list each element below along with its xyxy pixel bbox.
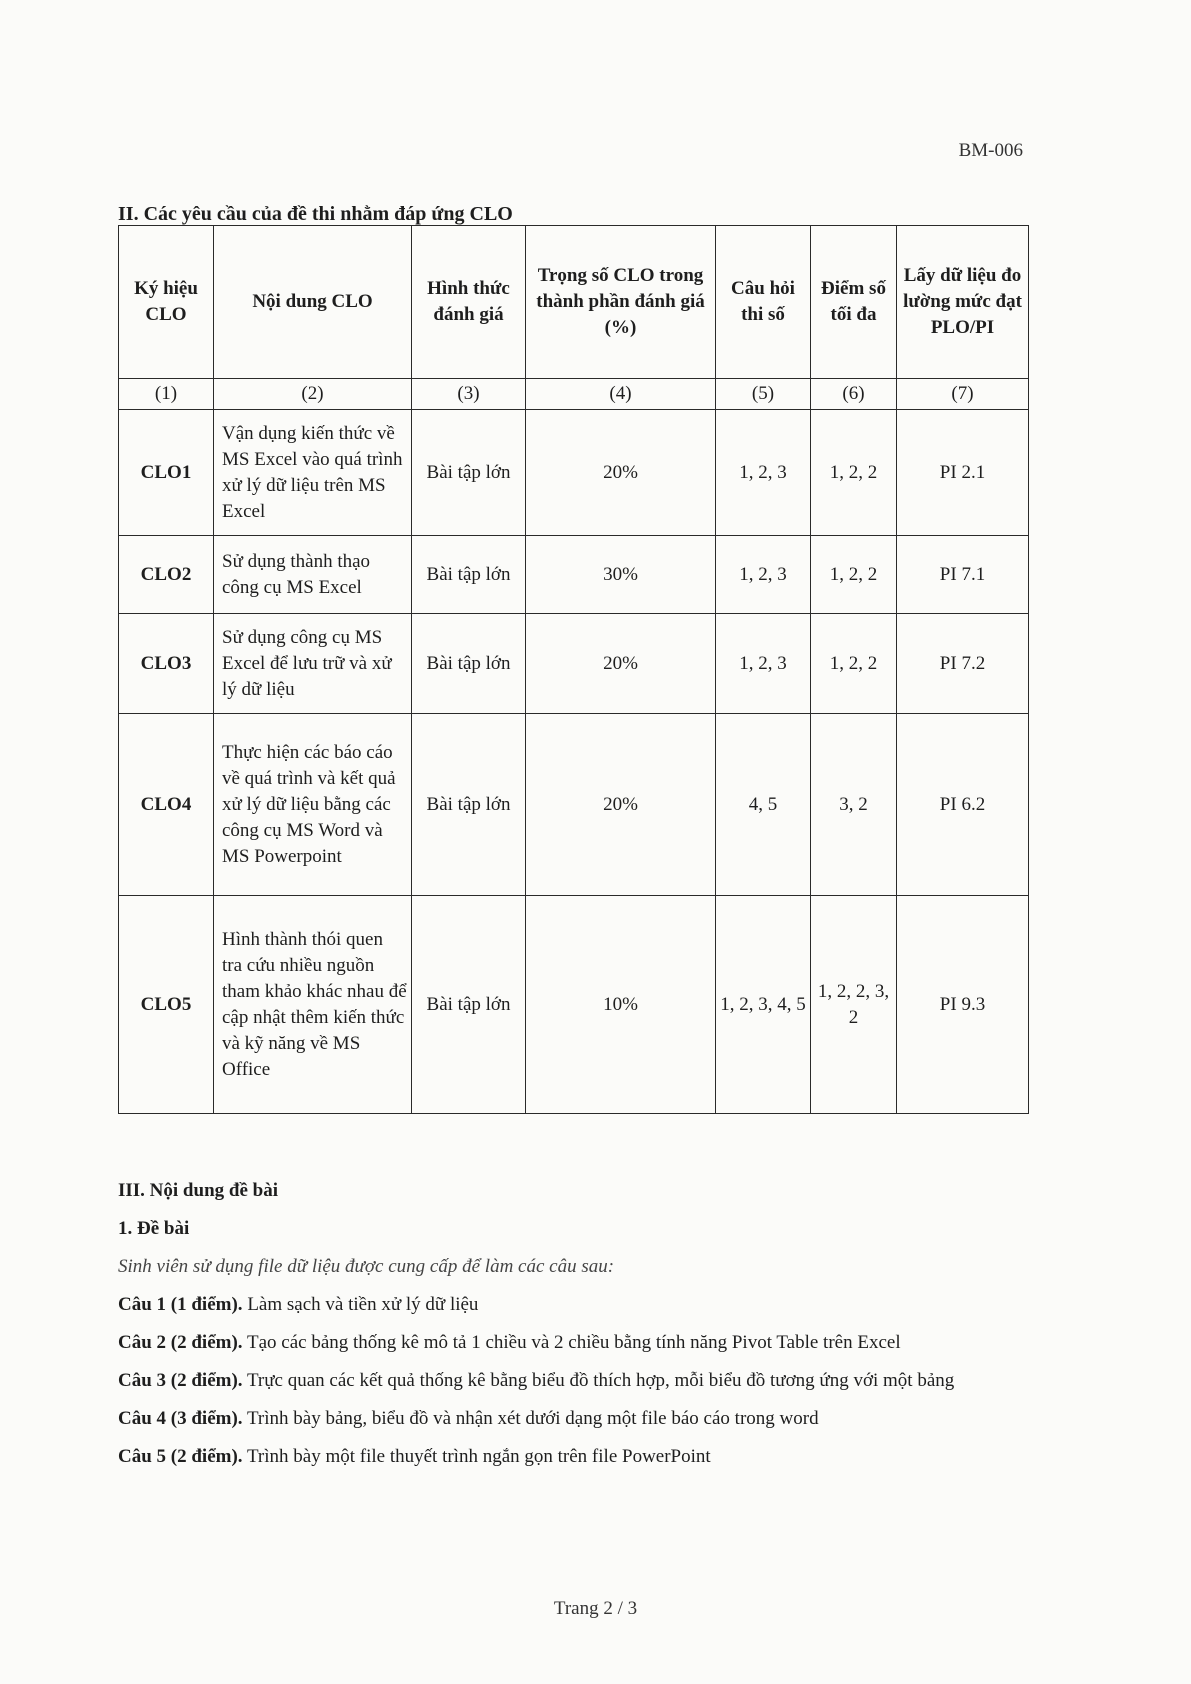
- clo-content: Sử dụng công cụ MS Excel để lưu trữ và xử lý dữ liệu: [214, 614, 412, 714]
- clo-weight: 20%: [526, 410, 716, 536]
- document-code: BM-006: [958, 140, 1023, 161]
- plo-pi: PI 9.3: [897, 896, 1029, 1114]
- index-cell: (5): [716, 379, 811, 410]
- header-clo-weight: Trọng số CLO trong thành phần đánh giá (%): [526, 226, 716, 379]
- question-label: Câu 1 (1 điểm).: [118, 1294, 243, 1315]
- clo-weight: 20%: [526, 614, 716, 714]
- question-numbers: 1, 2, 3: [716, 410, 811, 536]
- question-4: [118, 1406, 1038, 1432]
- question-text: Làm sạch và tiền xử lý dữ liệu: [247, 1294, 479, 1315]
- question-text: Trình bày một file thuyết trình ngắn gọn trên file PowerPoint: [246, 1446, 711, 1467]
- question-label: Câu 3 (2 điểm).: [118, 1370, 243, 1391]
- index-cell: (4): [526, 379, 716, 410]
- assessment-form: Bài tập lớn: [412, 410, 526, 536]
- clo-content: Sử dụng thành thạo công cụ MS Excel: [214, 536, 412, 614]
- table-row: [119, 896, 1029, 1114]
- exam-content: [118, 1178, 1038, 1482]
- question-1: [118, 1292, 1038, 1318]
- index-cell: (2): [214, 379, 412, 410]
- clo-weight: 10%: [526, 896, 716, 1114]
- clo-weight: 30%: [526, 536, 716, 614]
- table-row: [119, 410, 1029, 536]
- table-row: [119, 536, 1029, 614]
- max-points: 3, 2: [811, 714, 897, 896]
- clo-code: CLO2: [119, 536, 214, 614]
- header-clo-content: Nội dung CLO: [214, 226, 412, 379]
- table-row: [119, 714, 1029, 896]
- question-2: [118, 1330, 1038, 1356]
- max-points: 1, 2, 2: [811, 536, 897, 614]
- subsection-1-title: 1. Đề bài: [118, 1218, 190, 1239]
- assessment-form: Bài tập lớn: [412, 714, 526, 896]
- plo-pi: PI 7.2: [897, 614, 1029, 714]
- header-plo-pi: Lấy dữ liệu đo lường mức đạt PLO/PI: [897, 226, 1029, 379]
- section-2-title: II. Các yêu cầu của đề thi nhằm đáp ứng CLO: [118, 203, 513, 225]
- max-points: 1, 2, 2: [811, 614, 897, 714]
- page-footer: Trang 2 / 3: [553, 1598, 638, 1619]
- section-3-title: III. Nội dung đề bài: [118, 1180, 278, 1201]
- exam-intro: Sinh viên sử dụng file dữ liệu được cung cấp để làm các câu sau:: [118, 1256, 615, 1277]
- clo-code: CLO5: [119, 896, 214, 1114]
- plo-pi: PI 2.1: [897, 410, 1029, 536]
- assessment-form: Bài tập lớn: [412, 536, 526, 614]
- plo-pi: PI 6.2: [897, 714, 1029, 896]
- header-question-number: Câu hỏi thi số: [716, 226, 811, 379]
- max-points: 1, 2, 2, 3, 2: [811, 896, 897, 1114]
- max-points: 1, 2, 2: [811, 410, 897, 536]
- clo-content: Hình thành thói quen tra cứu nhiều nguồn tham khảo khác nhau để cập nhật thêm kiến thức và kỹ năng về MS Office: [214, 896, 412, 1114]
- clo-code: CLO3: [119, 614, 214, 714]
- index-cell: (1): [119, 379, 214, 410]
- header-max-points: Điểm số tối đa: [811, 226, 897, 379]
- question-numbers: 1, 2, 3: [716, 614, 811, 714]
- question-numbers: 1, 2, 3, 4, 5: [716, 896, 811, 1114]
- question-3: [118, 1368, 1038, 1394]
- clo-code: CLO4: [119, 714, 214, 896]
- assessment-form: Bài tập lớn: [412, 896, 526, 1114]
- question-label: Câu 5 (2 điểm).: [118, 1446, 243, 1467]
- clo-weight: 20%: [526, 714, 716, 896]
- question-numbers: 1, 2, 3: [716, 536, 811, 614]
- assessment-form: Bài tập lớn: [412, 614, 526, 714]
- clo-content: Vận dụng kiến thức về MS Excel vào quá trình xử lý dữ liệu trên MS Excel: [214, 410, 412, 536]
- plo-pi: PI 7.1: [897, 536, 1029, 614]
- question-text: Trực quan các kết quả thống kê bằng biểu đồ thích hợp, mỗi biểu đồ tương ứng với một bảng: [246, 1370, 955, 1391]
- index-row: [119, 379, 1029, 410]
- question-label: Câu 2 (2 điểm).: [118, 1332, 243, 1353]
- index-cell: (6): [811, 379, 897, 410]
- question-text: Tạo các bảng thống kê mô tả 1 chiều và 2 chiều bằng tính năng Pivot Table trên Excel: [246, 1332, 901, 1353]
- clo-table: [118, 225, 1029, 1114]
- question-numbers: 4, 5: [716, 714, 811, 896]
- question-5: [118, 1444, 1038, 1470]
- clo-code: CLO1: [119, 410, 214, 536]
- index-cell: (7): [897, 379, 1029, 410]
- table-row: [119, 614, 1029, 714]
- header-clo-code: Ký hiệu CLO: [119, 226, 214, 379]
- header-assessment-form: Hình thức đánh giá: [412, 226, 526, 379]
- table-header-row: [119, 226, 1029, 379]
- question-text: Trình bày bảng, biểu đồ và nhận xét dưới dạng một file báo cáo trong word: [246, 1408, 819, 1429]
- clo-content: Thực hiện các báo cáo về quá trình và kết quả xử lý dữ liệu bằng các công cụ MS Word và MS Powerpoint: [214, 714, 412, 896]
- question-label: Câu 4 (3 điểm).: [118, 1408, 243, 1429]
- index-cell: (3): [412, 379, 526, 410]
